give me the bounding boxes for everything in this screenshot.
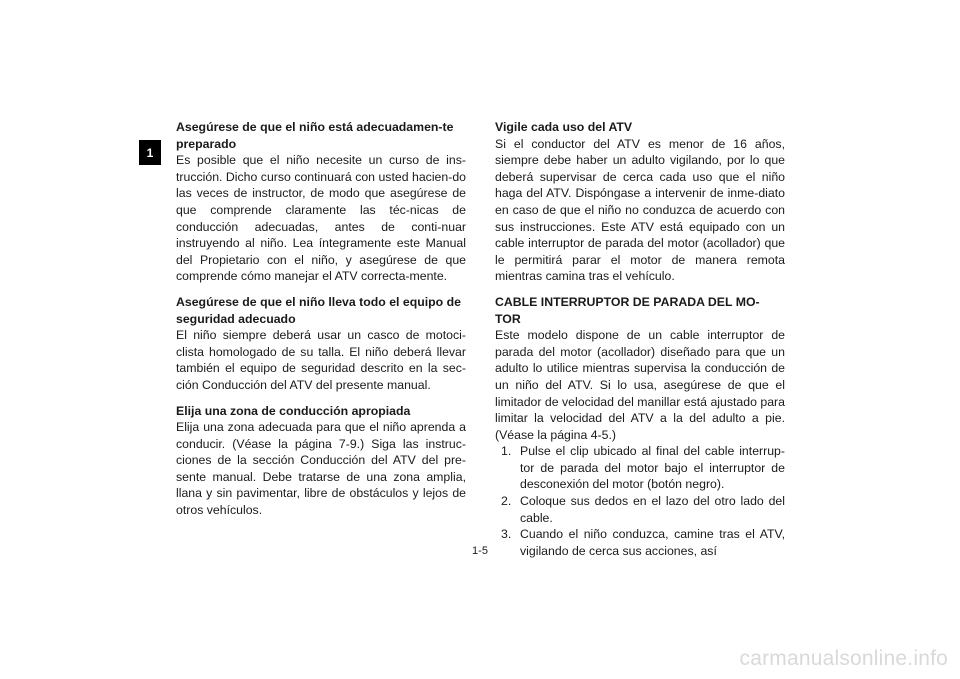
section-body: Elija una zona adecuada para que el niño aprenda a conducir. (Véase la página 7-9.) Siga las instruc-ciones de la sección Conducción del ATV del pre-sente manual. Debe tratarse de una zona amplia, llana y sin pavimentar, libre de obstáculos y lejos de otros vehículos. <box>176 420 466 518</box>
step-text: Coloque sus dedos en el lazo del otro lado del cable. <box>520 494 785 525</box>
chapter-tab-label: 1 <box>146 145 154 160</box>
list-item <box>495 443 785 493</box>
section-title: Elija una zona de conducción apropiada <box>176 403 411 418</box>
left-column <box>176 119 466 528</box>
step-number: 3. <box>501 527 512 542</box>
step-text: Cuando el niño conduzca, camine tras el ATV, vigilando de cerca sus acciones, así <box>520 527 785 558</box>
section-title: Vigile cada uso del ATV <box>495 120 633 134</box>
section-child-prepared <box>176 119 466 285</box>
section-riding-area <box>176 403 466 519</box>
watermark: carmanualsonline.info <box>739 647 948 670</box>
section-title: CABLE INTERRUPTOR DE PARADA DEL MO-TOR <box>495 294 760 326</box>
section-body: Es posible que el niño necesite un curso de ins-trucción. Dicho curso continuará con usted hacien-do las veces de instructor, de modo que asegúrese de que comprende claramente las téc-nicas de conducción adecuadas, antes de conti-nuar instruyendo al niño. Lea íntegramente este Manual del Propietario con el niño, y asegúrese de que comprende cómo manejar el ATV correcta-mente. <box>176 153 466 284</box>
section-title: Asegúrese de que el niño lleva todo el equipo de seguridad adecuado <box>176 294 461 326</box>
section-safety-equipment <box>176 294 466 394</box>
steps-list <box>495 443 785 559</box>
step-number: 1. <box>501 444 512 459</box>
section-body: Este modelo dispone de un cable interruptor de parada del motor (acollador) diseñado para que un adulto lo utilice mientras supervisa la conducción de un niño del ATV. Si lo usa, asegúrese de que el limitador de velocidad del manillar está ajustado para limitar la velocidad del ATV a la del adulto a pie. (Véase la página 4-5.) <box>495 328 785 442</box>
step-text: Pulse el clip ubicado al final del cable interrup-tor de parada del motor bajo el interruptor de desconexión del motor (botón negro). <box>520 444 785 492</box>
chapter-tab <box>139 140 161 165</box>
section-tether-cord <box>495 294 785 560</box>
section-supervise <box>495 119 785 285</box>
right-column <box>495 119 785 568</box>
step-number: 2. <box>501 494 512 509</box>
page-number: 1-5 <box>472 545 488 557</box>
section-title: Asegúrese de que el niño está adecuadamen-te preparado <box>176 120 454 151</box>
section-body: Si el conductor del ATV es menor de 16 años, siempre debe haber un adulto vigilando, por lo que deberá supervisar de cerca cada uso que el niño haga del ATV. Dispóngase a intervenir de inme-diato en caso de que el niño no conduzca de acuerdo con sus instrucciones. Este ATV está equipado con un cable interruptor de parada del motor (acollador) que le permitirá parar el motor de manera remota mientras camina tras el vehículo. <box>495 136 785 284</box>
list-item <box>495 493 785 526</box>
section-body: El niño siempre deberá usar un casco de motoci-clista homologado de su talla. El niño deberá llevar también el equipo de seguridad descrito en la sec-ción Conducción del ATV del presente manual. <box>176 328 466 392</box>
